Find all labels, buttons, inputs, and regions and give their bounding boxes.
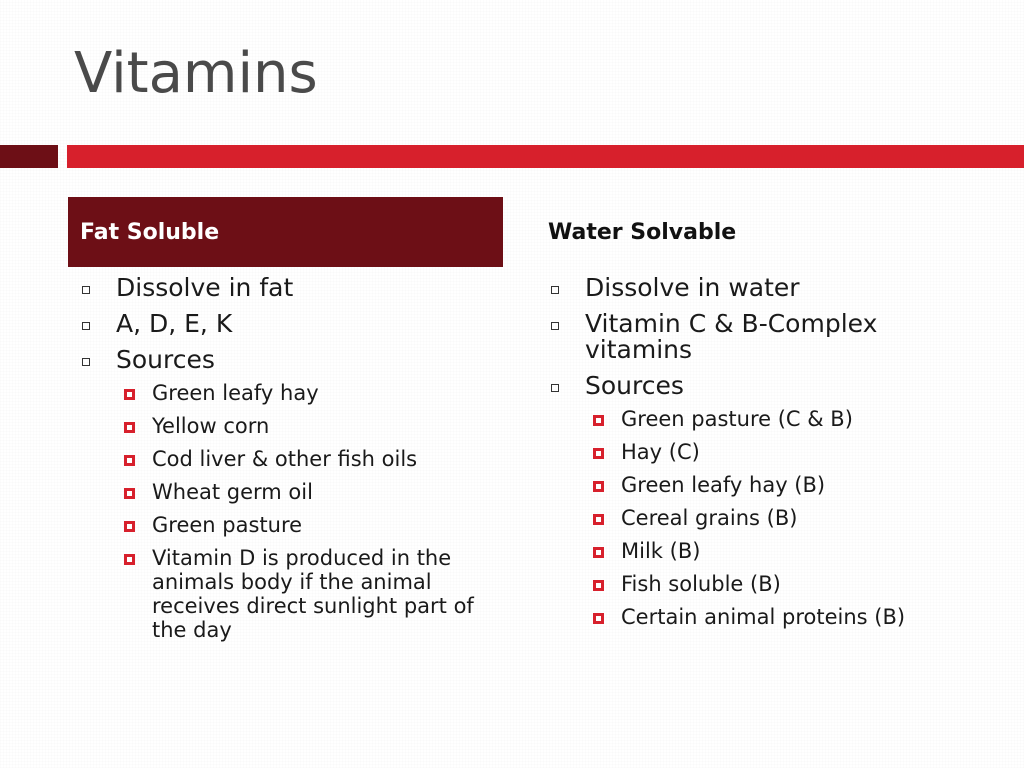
list-item: Cod liver & other fish oils: [116, 447, 500, 471]
hollow-square-bullet-icon: [551, 286, 559, 294]
red-square-bullet-icon: [124, 422, 135, 433]
red-square-bullet-icon: [593, 448, 604, 459]
list-item: Milk (B): [585, 539, 989, 563]
list-item: Certain animal proteins (B): [585, 605, 989, 629]
list-item: Yellow corn: [116, 414, 500, 438]
list-item: Vitamin C & B-Complex vitamins: [549, 311, 989, 363]
fat-soluble-sources-list: [116, 381, 500, 642]
water-solvable-sources-list: [585, 407, 989, 629]
red-square-bullet-icon: [593, 481, 604, 492]
slide-title: Vitamins: [74, 41, 318, 106]
title-rule-red: [67, 145, 1024, 168]
list-item: Dissolve in water: [549, 275, 989, 301]
fat-soluble-header: Fat Soluble: [68, 197, 503, 267]
fat-soluble-column: [80, 275, 500, 652]
red-square-bullet-icon: [593, 415, 604, 426]
red-square-bullet-icon: [593, 580, 604, 591]
red-square-bullet-icon: [124, 389, 135, 400]
title-rule-dark: [0, 145, 58, 168]
water-solvable-list: [549, 275, 989, 629]
fat-soluble-list: [80, 275, 500, 642]
list-item: Hay (C): [585, 440, 989, 464]
list-item: Cereal grains (B): [585, 506, 989, 530]
hollow-square-bullet-icon: [551, 384, 559, 392]
list-item: Wheat germ oil: [116, 480, 500, 504]
list-item: Green leafy hay: [116, 381, 500, 405]
red-square-bullet-icon: [124, 554, 135, 565]
hollow-square-bullet-icon: [551, 322, 559, 330]
list-item: Sources Green pasture (C & B) Hay (C) Green leafy hay (B) Cereal grains (B) Milk (B) Fish soluble (B) Certain animal proteins (B): [549, 373, 989, 629]
red-square-bullet-icon: [124, 521, 135, 532]
list-item: Green pasture: [116, 513, 500, 537]
list-item: A, D, E, K: [80, 311, 500, 337]
red-square-bullet-icon: [593, 514, 604, 525]
hollow-square-bullet-icon: [82, 322, 90, 330]
red-square-bullet-icon: [593, 613, 604, 624]
list-item: Dissolve in fat: [80, 275, 500, 301]
red-square-bullet-icon: [124, 488, 135, 499]
red-square-bullet-icon: [593, 547, 604, 558]
list-item: Fish soluble (B): [585, 572, 989, 596]
red-square-bullet-icon: [124, 455, 135, 466]
list-item: Green leafy hay (B): [585, 473, 989, 497]
list-item: Green pasture (C & B): [585, 407, 989, 431]
list-item: Vitamin D is produced in the animals body if the animal receives direct sunlight part of the day: [116, 546, 500, 642]
hollow-square-bullet-icon: [82, 286, 90, 294]
water-solvable-header: Water Solvable: [548, 219, 737, 245]
list-item: Sources Green leafy hay Yellow corn Cod liver & other fish oils Wheat germ oil Green pasture Vitamin D is produced in the animals body if the animal receives direct sunlight part of the day: [80, 347, 500, 642]
water-solvable-column: [549, 275, 989, 639]
hollow-square-bullet-icon: [82, 358, 90, 366]
